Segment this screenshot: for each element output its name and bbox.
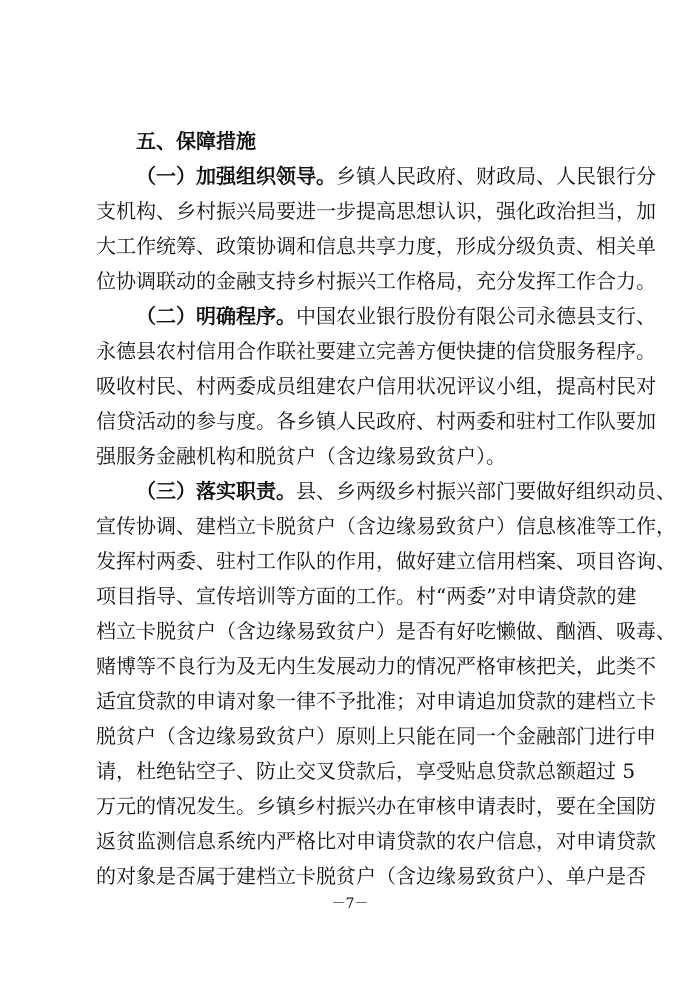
paragraph-2	[96, 299, 656, 474]
paragraph-text: 县、乡两级乡村振兴部门要做好组织动员、	[296, 479, 676, 503]
section-heading: 五、保障措施	[136, 129, 256, 153]
paragraph-line: 赌博等不良行为及无内生发展动力的情况严格审核把关，此类不	[96, 654, 656, 678]
paragraph-line: 吸收村民、村两委成员组建农户信用状况评议小组，提高村民对	[96, 374, 656, 398]
paragraph-text: 乡镇人民政府、财政局、人民银行分	[336, 164, 656, 188]
paragraph-line: 大工作统筹、政策协调和信息共享力度，形成分级负责、相关单	[96, 234, 656, 258]
paragraph-line	[96, 159, 656, 194]
paragraph-line: 项目指导、宣传培训等方面的工作。村“两委”对申请贷款的建	[96, 584, 637, 608]
paragraph-lead: （一）加强组织领导。	[136, 164, 336, 188]
paragraph-line: 档立卡脱贫户（含边缘易致贫户）是否有好吃懒做、酗酒、吸毒、	[96, 619, 676, 643]
paragraph-lead: （二）明确程序。	[136, 304, 296, 328]
paragraph-1	[96, 159, 656, 299]
paragraph-line	[96, 474, 676, 509]
document-body	[96, 124, 676, 894]
paragraph-line: 信贷活动的参与度。各乡镇人民政府、村两委和驻村工作队要加	[96, 409, 656, 433]
paragraph-lead: （三）落实职责。	[136, 479, 296, 503]
paragraph-line: 强服务金融机构和脱贫户（含边缘易致贫户）。	[96, 444, 506, 468]
paragraph-line: 的对象是否属于建档立卡脱贫户（含边缘易致贫户）、单户是否	[96, 864, 646, 888]
paragraph-line: 永德县农村信用合作联社要建立完善方便快捷的信贷服务程序。	[96, 339, 656, 363]
paragraph-line: 请，杜绝钻空子、防止交叉贷款后，享受贴息贷款总额超过 5	[96, 759, 636, 783]
paragraph-line: 宣传协调、建档立卡脱贫户（含边缘易致贫户）信息核准等工作，	[96, 514, 676, 538]
page-number: －7－	[331, 896, 369, 912]
paragraph-text: 中国农业银行股份有限公司永德县支行、	[296, 304, 656, 328]
paragraph-line: 脱贫户（含边缘易致贫户）原则上只能在同一个金融部门进行申	[96, 724, 656, 748]
paragraph-line: 适宜贷款的申请对象一律不予批准；对申请追加贷款的建档立卡	[96, 689, 656, 713]
paragraph-3	[96, 474, 676, 894]
paragraph-line: 返贫监测信息系统内严格比对申请贷款的农户信息，对申请贷款	[96, 829, 656, 853]
paragraph-line	[96, 299, 656, 334]
paragraph-line: 支机构、乡村振兴局要进一步提高思想认识，强化政治担当，加	[96, 199, 656, 223]
paragraph-line: 发挥村两委、驻村工作队的作用，做好建立信用档案、项目咨询、	[96, 549, 676, 573]
paragraph-line: 位协调联动的金融支持乡村振兴工作格局，充分发挥工作合力。	[96, 269, 656, 293]
paragraph-line: 万元的情况发生。乡镇乡村振兴办在审核申请表时，要在全国防	[96, 794, 656, 818]
